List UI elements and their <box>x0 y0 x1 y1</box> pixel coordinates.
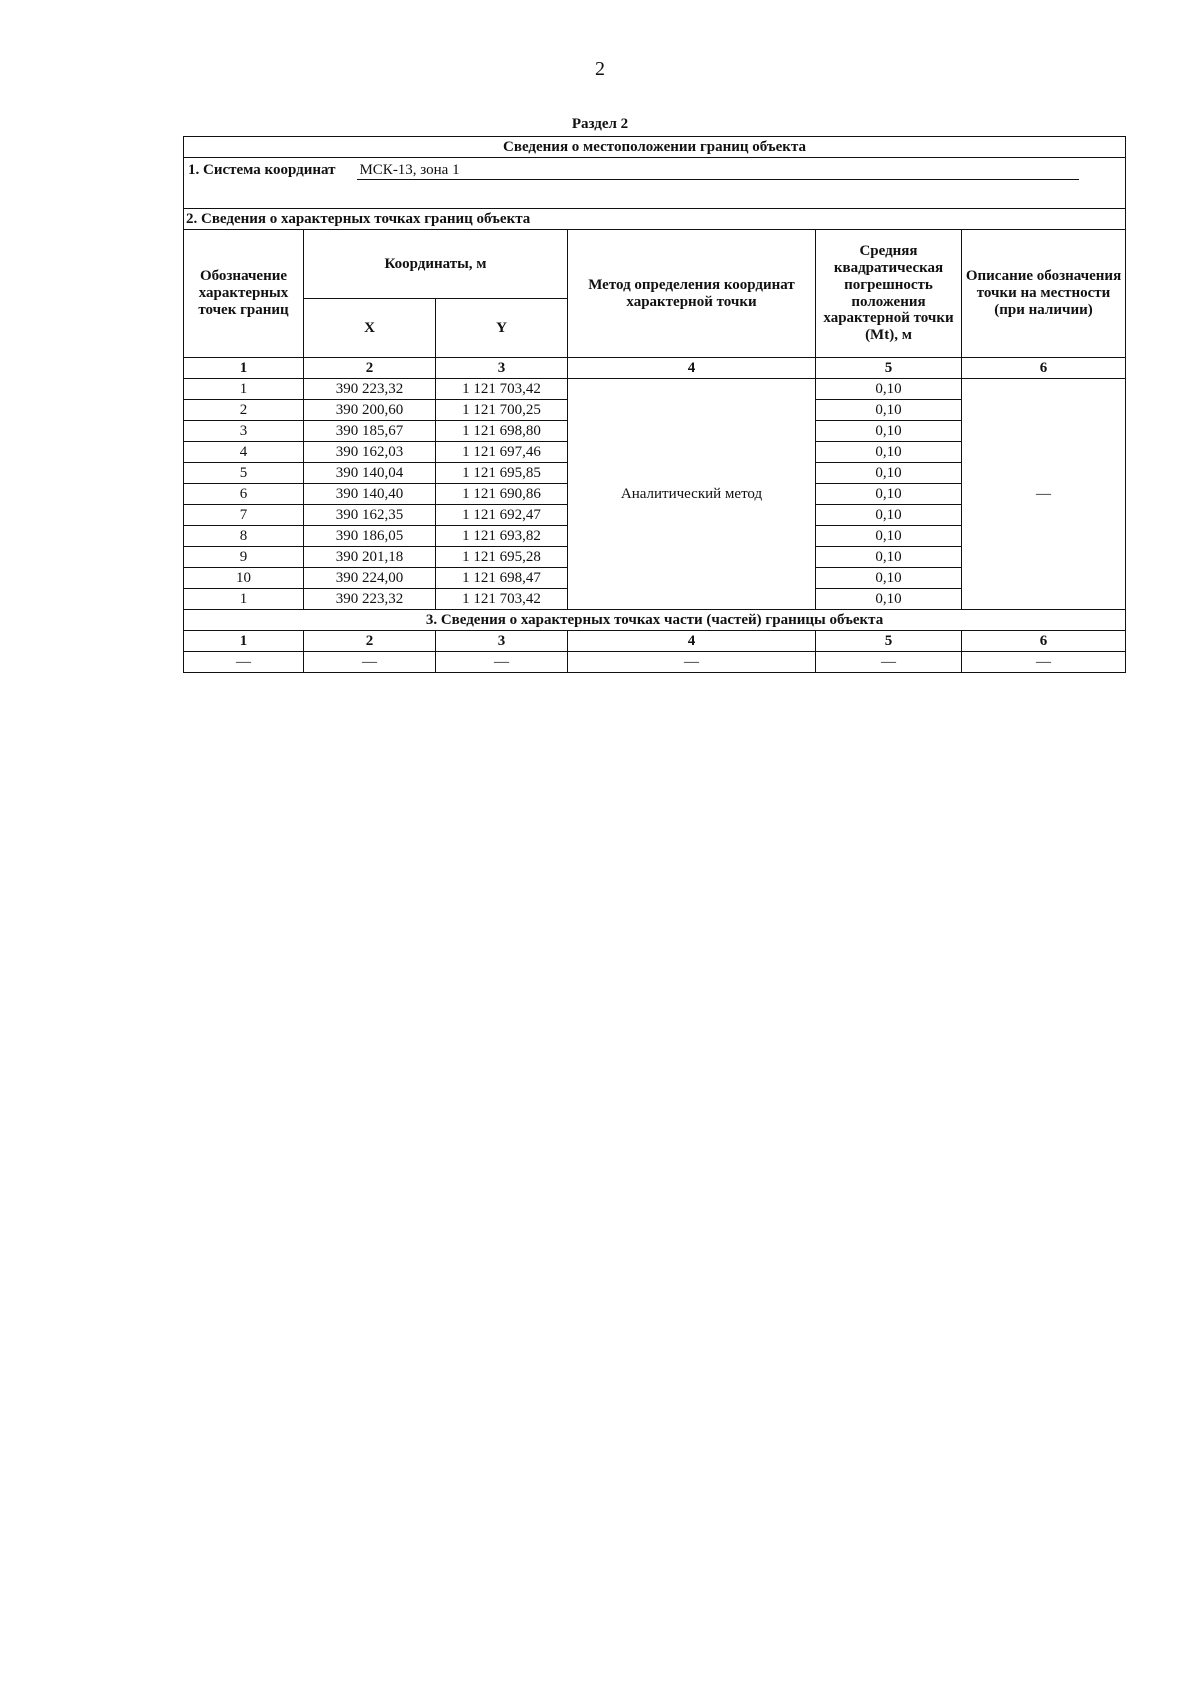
description-cell: — <box>962 379 1126 610</box>
method-cell: Аналитический метод <box>568 379 816 610</box>
point-x: 390 200,60 <box>304 400 436 421</box>
point-y: 1 121 698,80 <box>436 421 568 442</box>
point-x: 390 185,67 <box>304 421 436 442</box>
parts-cell: — <box>304 652 436 673</box>
point-y: 1 121 700,25 <box>436 400 568 421</box>
table-caption: Сведения о местоположении границ объекта <box>184 137 1126 158</box>
coordinate-system-value: МСК-13, зона 1 <box>357 162 1079 180</box>
point-x: 390 223,32 <box>304 379 436 400</box>
point-y: 1 121 697,46 <box>436 442 568 463</box>
section-title: Раздел 2 <box>571 116 629 132</box>
header-description: Описание обозначения точки на местности (при наличии) <box>962 230 1126 358</box>
point-number: 6 <box>184 484 304 505</box>
parts-row <box>184 652 1126 673</box>
page-number: 2 <box>595 58 605 80</box>
column-number: 1 <box>184 358 304 379</box>
point-x: 390 140,04 <box>304 463 436 484</box>
point-mt: 0,10 <box>816 379 962 400</box>
point-mt: 0,10 <box>816 463 962 484</box>
column-number: 4 <box>568 358 816 379</box>
column-number: 1 <box>184 631 304 652</box>
point-y: 1 121 695,85 <box>436 463 568 484</box>
column-number: 3 <box>436 358 568 379</box>
point-x: 390 224,00 <box>304 568 436 589</box>
point-number: 3 <box>184 421 304 442</box>
column-number: 6 <box>962 358 1126 379</box>
parts-column-numbers-row <box>184 631 1126 652</box>
point-y: 1 121 690,86 <box>436 484 568 505</box>
header-y: Y <box>436 299 568 358</box>
boundary-table <box>183 136 1126 673</box>
point-y: 1 121 693,82 <box>436 526 568 547</box>
point-y: 1 121 695,28 <box>436 547 568 568</box>
point-number: 4 <box>184 442 304 463</box>
points-section-title: 2. Сведения о характерных точках границ объекта <box>184 209 1126 230</box>
point-row <box>184 379 1126 400</box>
point-mt: 0,10 <box>816 526 962 547</box>
point-x: 390 223,32 <box>304 589 436 610</box>
column-number: 5 <box>816 358 962 379</box>
point-x: 390 201,18 <box>304 547 436 568</box>
header-method: Метод определения координат характерной точки <box>568 230 816 358</box>
point-number: 5 <box>184 463 304 484</box>
point-y: 1 121 703,42 <box>436 379 568 400</box>
point-mt: 0,10 <box>816 421 962 442</box>
parts-cell: — <box>184 652 304 673</box>
column-numbers-row <box>184 358 1126 379</box>
point-y: 1 121 698,47 <box>436 568 568 589</box>
point-number: 8 <box>184 526 304 547</box>
point-number: 10 <box>184 568 304 589</box>
column-number: 3 <box>436 631 568 652</box>
coordinate-system-label: 1. Система координат <box>188 162 336 178</box>
point-x: 390 186,05 <box>304 526 436 547</box>
column-number: 2 <box>304 631 436 652</box>
point-number: 1 <box>184 589 304 610</box>
point-mt: 0,10 <box>816 505 962 526</box>
point-mt: 0,10 <box>816 484 962 505</box>
point-x: 390 162,35 <box>304 505 436 526</box>
point-mt: 0,10 <box>816 547 962 568</box>
point-number: 9 <box>184 547 304 568</box>
point-x: 390 140,40 <box>304 484 436 505</box>
header-x: X <box>304 299 436 358</box>
point-mt: 0,10 <box>816 568 962 589</box>
point-number: 1 <box>184 379 304 400</box>
parts-section-title: 3. Сведения о характерных точках части (частей) границы объекта <box>184 610 1126 631</box>
point-y: 1 121 703,42 <box>436 589 568 610</box>
point-mt: 0,10 <box>816 589 962 610</box>
point-number: 2 <box>184 400 304 421</box>
coordinate-system-row <box>184 158 1126 209</box>
header-coordinates: Координаты, м <box>304 230 568 299</box>
point-mt: 0,10 <box>816 400 962 421</box>
parts-cell: — <box>816 652 962 673</box>
column-number: 2 <box>304 358 436 379</box>
column-number: 4 <box>568 631 816 652</box>
point-y: 1 121 692,47 <box>436 505 568 526</box>
point-x: 390 162,03 <box>304 442 436 463</box>
point-number: 7 <box>184 505 304 526</box>
header-error: Средняя квадратическая погрешность положения характерной точки (Mt), м <box>816 230 962 358</box>
parts-cell: — <box>436 652 568 673</box>
point-mt: 0,10 <box>816 442 962 463</box>
parts-cell: — <box>962 652 1126 673</box>
header-point-designation: Обозначение характерных точек границ <box>184 230 304 358</box>
column-number: 5 <box>816 631 962 652</box>
column-number: 6 <box>962 631 1126 652</box>
parts-cell: — <box>568 652 816 673</box>
